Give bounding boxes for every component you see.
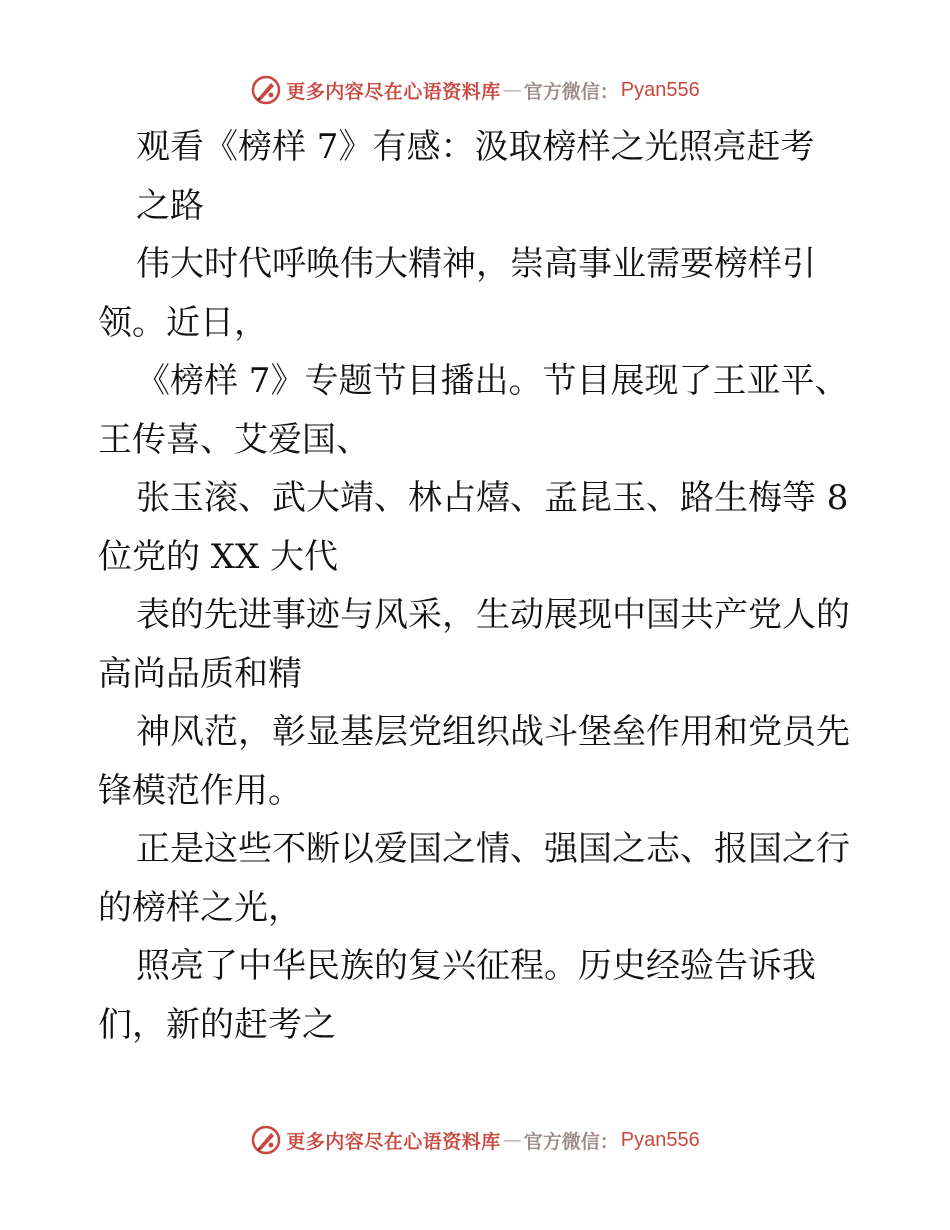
paragraph-line: 高尚品质和精: [98, 653, 302, 694]
header-banner: [0, 70, 950, 110]
pen-nib-icon: [250, 1124, 282, 1156]
footer-wechat-id: Pyan556: [620, 1128, 700, 1151]
header-wechat-id: Pyan556: [620, 78, 700, 101]
header-wechat-label: 官方微信：: [523, 80, 619, 103]
paragraph-line: 张玉滚、武大靖、林占熺、孟昆玉、路生梅等 8: [136, 478, 849, 518]
paragraph-line: 的榜样之光，: [98, 887, 302, 928]
paragraph-line: 王传喜、艾爱国、: [98, 419, 370, 460]
paragraph-line: 表的先进事迹与风采，生动展现中国共产党人的: [136, 595, 850, 635]
header-site-text: 更多内容尽在心语资料库: [286, 80, 501, 103]
header-dash: —: [502, 79, 522, 101]
paragraph-line: 正是这些不断以爱国之情、强国之志、报国之行: [136, 829, 850, 869]
paragraph-line: 神风范，彰显基层党组织战斗堡垒作用和党员先: [136, 712, 850, 752]
title-line-1: 观看《榜样 7》有感：汲取榜样之光照亮赶考: [136, 127, 815, 167]
document-body: [98, 118, 858, 1054]
footer-site-text: 更多内容尽在心语资料库: [286, 1130, 501, 1153]
paragraph-line: 领。近日，: [98, 302, 268, 343]
paragraph-line: 伟大时代呼唤伟大精神，崇高事业需要榜样引: [136, 244, 816, 284]
paragraph-line: 《榜样 7》专题节目播出。节目展现了王亚平、: [136, 361, 849, 401]
paragraph-line: 位党的 XX 大代: [98, 536, 339, 577]
paragraph-line: 照亮了中华民族的复兴征程。历史经验告诉我: [136, 946, 816, 986]
pen-nib-icon: [250, 74, 282, 106]
footer-banner: [0, 1120, 950, 1160]
paragraph-line: 们，新的赶考之: [98, 1004, 336, 1045]
paragraph-line: 锋模范作用。: [98, 770, 302, 811]
title-line-2: 之路: [136, 185, 204, 226]
footer-wechat-label: 官方微信：: [523, 1130, 619, 1153]
footer-dash: —: [502, 1129, 522, 1151]
